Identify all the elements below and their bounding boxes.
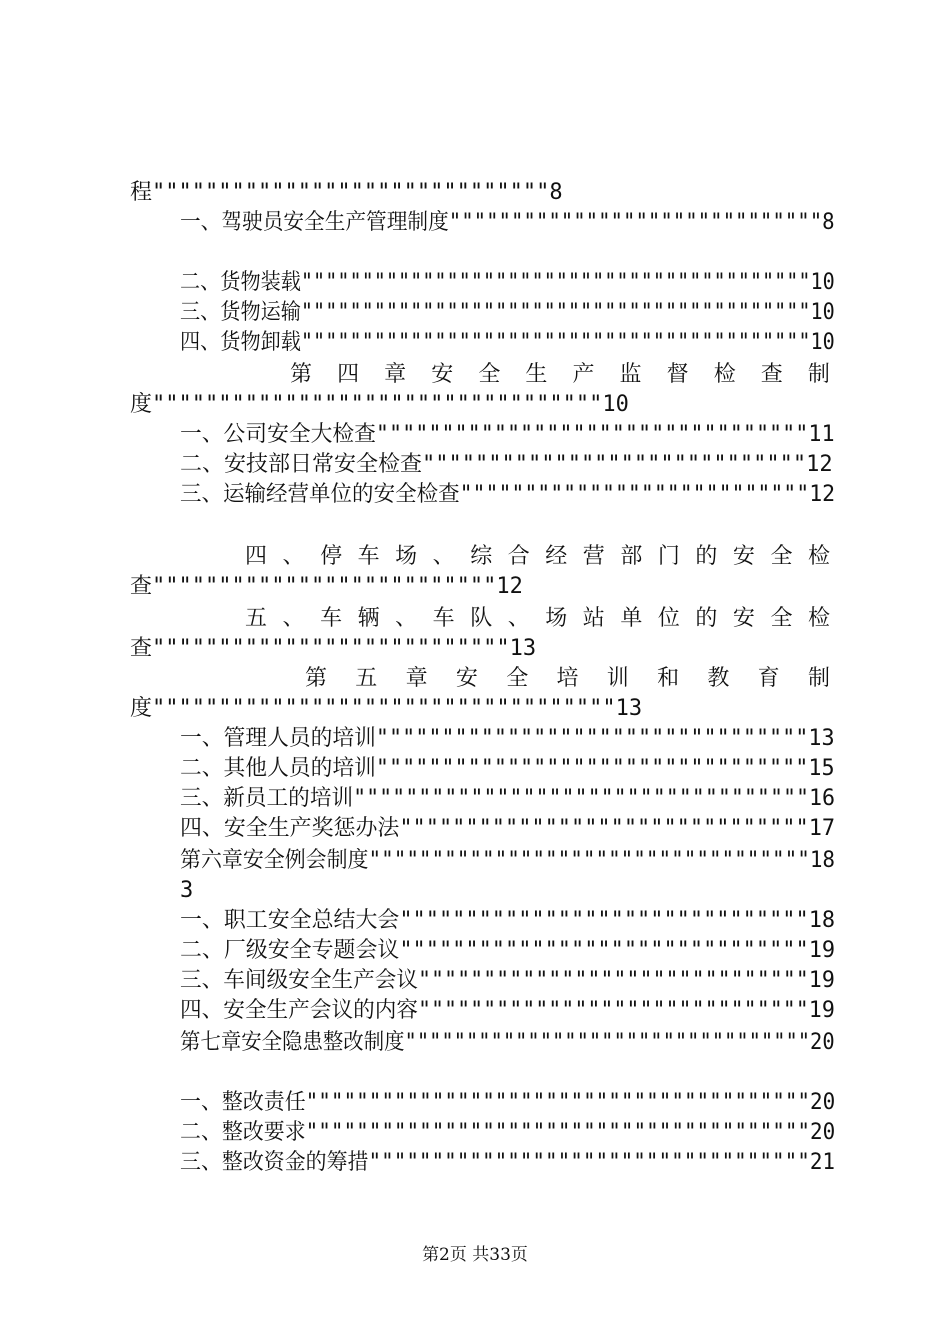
heading-char: 、 (282, 544, 305, 569)
toc-line: 四、安全生产奖惩办法"""""""""""""""""""""""""""""""17 (180, 816, 836, 841)
heading-char: 的 (695, 544, 718, 569)
heading-char: 监 (619, 362, 642, 387)
toc-line: 查""""""""""""""""""""""""""12 (130, 574, 523, 599)
heading-char: 、 (282, 606, 305, 631)
heading-char: 四 (245, 544, 268, 569)
heading-char: 、 (507, 606, 530, 631)
heading-char: 第 (305, 666, 328, 691)
heading-char: 五 (245, 606, 268, 631)
heading-char: 车 (357, 544, 380, 569)
heading-char: 检 (807, 544, 830, 569)
heading-char: 全 (478, 362, 501, 387)
heading-char: 教 (707, 666, 730, 691)
heading-char: 全 (770, 544, 793, 569)
toc-line: 四、货物卸载""""""""""""""""""""""""""""""""""""""""""10 (180, 330, 835, 355)
toc-line: 二、安技部日常安全检查"""""""""""""""""""""""""""""12 (180, 452, 833, 477)
toc-line: 一、驾驶员安全生产管理制度""""""""""""""""""""""""""""""8 (180, 210, 835, 235)
heading-char: 、 (432, 544, 455, 569)
heading-char: 检 (807, 606, 830, 631)
heading-char: 安 (455, 666, 478, 691)
toc-line: 查"""""""""""""""""""""""""""13 (130, 636, 537, 661)
toc-line: 二、整改要求""""""""""""""""""""""""""""""""""""""""20 (180, 1120, 836, 1145)
toc-line: 第七章安全隐患整改制度"""""""""""""""""""""""""""""""""20 (180, 1030, 835, 1055)
toc-line: 程""""""""""""""""""""""""""""""8 (130, 180, 563, 205)
toc-line: 度"""""""""""""""""""""""""""""""""""13 (130, 696, 643, 721)
heading-char: 生 (525, 362, 548, 387)
toc-line: 三、整改资金的筹措"""""""""""""""""""""""""""""""""""21 (180, 1150, 836, 1175)
toc-line: 第六章安全例会制度"""""""""""""""""""""""""""""""""""18 (180, 848, 836, 873)
toc-line: 二、货物装载""""""""""""""""""""""""""""""""""""""""""10 (180, 270, 835, 295)
heading-char: 督 (666, 362, 689, 387)
heading-char: 场 (545, 606, 568, 631)
heading-char: 安 (431, 362, 454, 387)
toc-line: 三、新员工的培训"""""""""""""""""""""""""""""""""""16 (180, 786, 836, 811)
heading-char: 队 (470, 606, 493, 631)
heading-char: 五 (355, 666, 378, 691)
toc-line: 三、车间级安全生产会议""""""""""""""""""""""""""""""19 (180, 968, 835, 993)
toc-line: 四、安全生产会议的内容""""""""""""""""""""""""""""""19 (180, 998, 835, 1023)
heading-char: 和 (657, 666, 680, 691)
toc-line: 一、公司安全大检查"""""""""""""""""""""""""""""""""11 (180, 422, 835, 447)
heading-char: 位 (657, 606, 680, 631)
heading-char: 停 (320, 544, 343, 569)
toc-line: 一、管理人员的培训"""""""""""""""""""""""""""""""""13 (180, 726, 835, 751)
heading-char: 四 (337, 362, 360, 387)
heading-char: 营 (582, 544, 605, 569)
heading-char: 、 (395, 606, 418, 631)
heading-char: 产 (572, 362, 595, 387)
toc-line: 二、厂级安全专题会议"""""""""""""""""""""""""""""""19 (180, 938, 836, 963)
toc-heading (245, 604, 830, 634)
heading-char: 培 (556, 666, 579, 691)
heading-char: 站 (582, 606, 605, 631)
heading-char: 车 (320, 606, 343, 631)
heading-char: 章 (405, 666, 428, 691)
heading-char: 场 (395, 544, 418, 569)
toc-heading (290, 360, 830, 390)
heading-char: 综 (470, 544, 493, 569)
heading-char: 辆 (357, 606, 380, 631)
heading-char: 的 (695, 606, 718, 631)
heading-char: 门 (657, 544, 680, 569)
heading-char: 制 (807, 362, 830, 387)
toc-line: 一、整改责任""""""""""""""""""""""""""""""""""""""""20 (180, 1090, 836, 1115)
heading-char: 部 (620, 544, 643, 569)
heading-char: 全 (506, 666, 529, 691)
toc-heading (245, 542, 830, 572)
toc-line: 三、运输经营单位的安全检查"""""""""""""""""""""""""""12 (180, 482, 836, 507)
heading-char: 训 (606, 666, 629, 691)
heading-char: 查 (760, 362, 783, 387)
heading-char: 育 (757, 666, 780, 691)
heading-char: 第 (290, 362, 313, 387)
heading-char: 安 (732, 544, 755, 569)
toc-line: 3 (180, 878, 194, 903)
heading-char: 章 (384, 362, 407, 387)
toc-line: 三、货物运输""""""""""""""""""""""""""""""""""""""""""10 (180, 300, 835, 325)
toc-heading (305, 664, 830, 694)
toc-line: 一、职工安全总结大会"""""""""""""""""""""""""""""""18 (180, 908, 836, 933)
heading-char: 全 (770, 606, 793, 631)
page-number-footer: 第2页 共33页 (422, 1245, 528, 1265)
heading-char: 车 (432, 606, 455, 631)
toc-line: 度""""""""""""""""""""""""""""""""""10 (130, 392, 629, 417)
heading-char: 制 (807, 666, 830, 691)
heading-char: 单 (620, 606, 643, 631)
toc-line: 二、其他人员的培训"""""""""""""""""""""""""""""""""15 (180, 756, 835, 781)
heading-char: 经 (545, 544, 568, 569)
heading-char: 安 (732, 606, 755, 631)
heading-char: 检 (713, 362, 736, 387)
heading-char: 合 (507, 544, 530, 569)
